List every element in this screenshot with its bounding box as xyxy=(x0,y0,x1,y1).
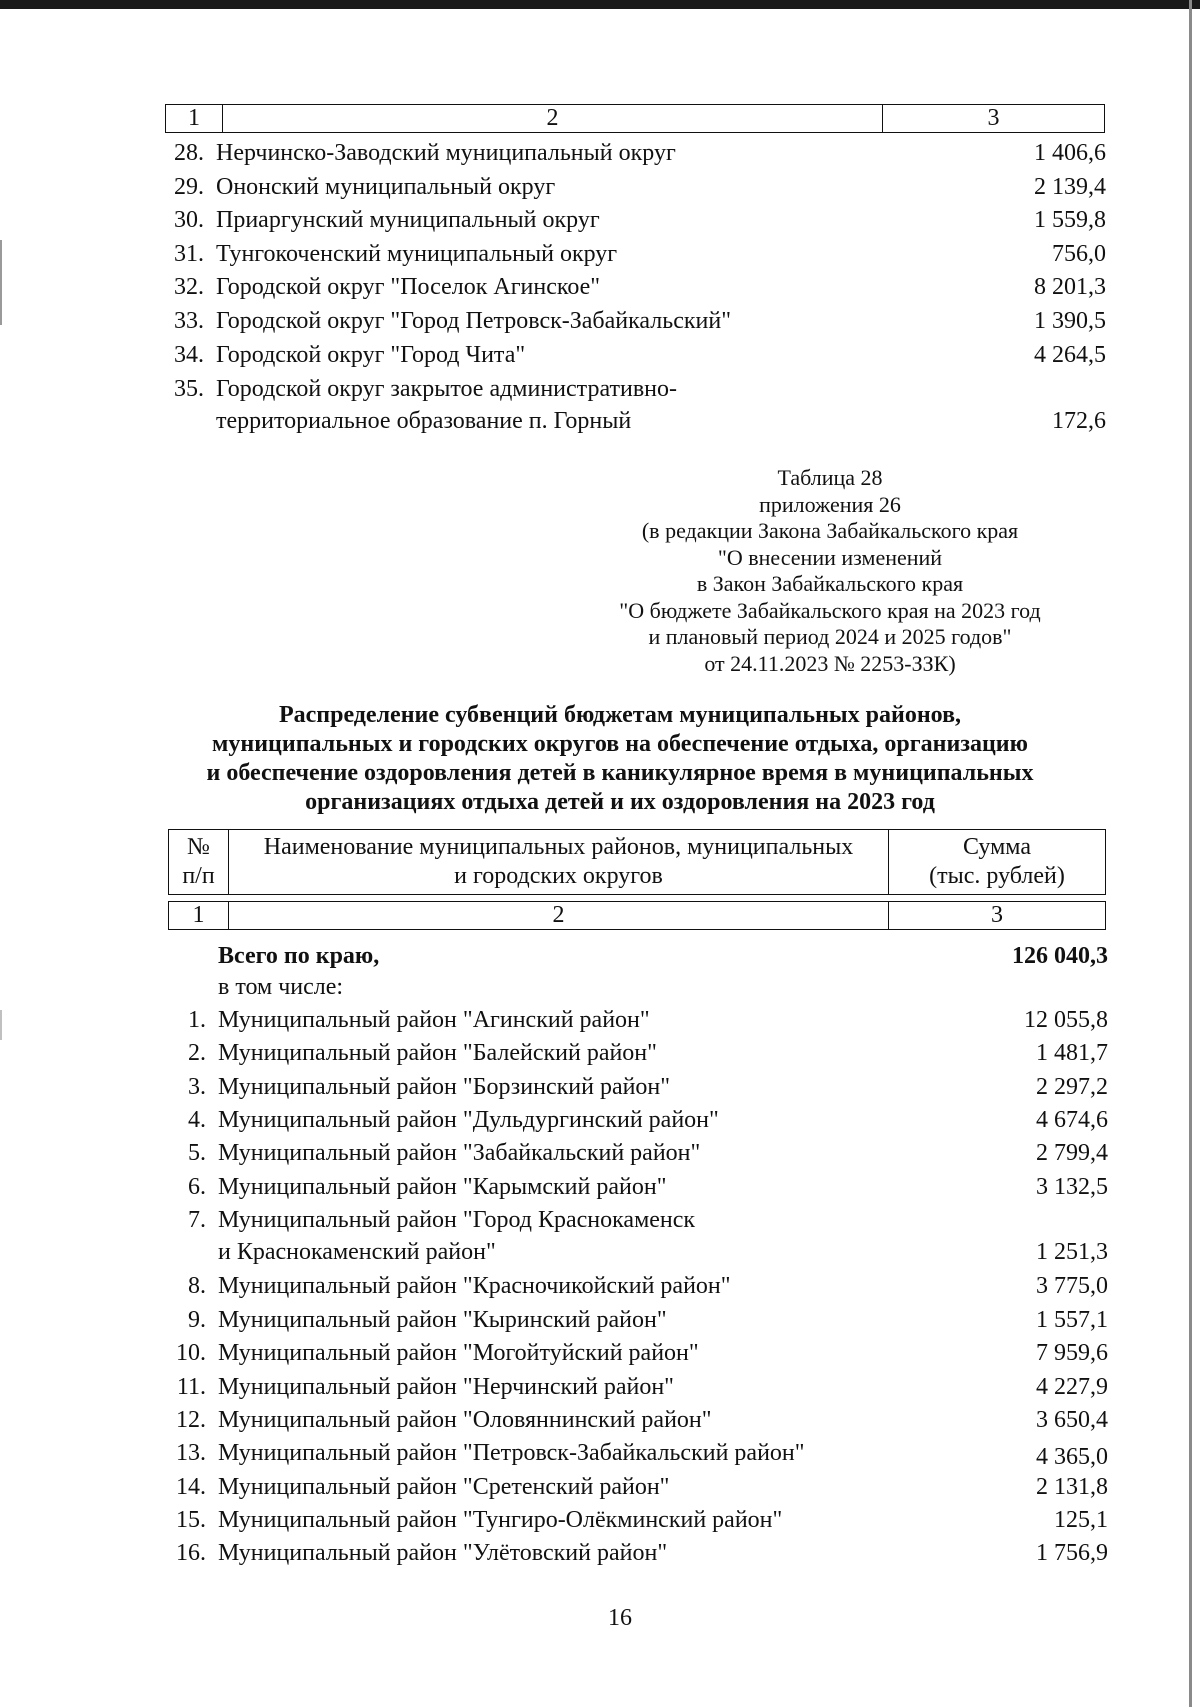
table-row xyxy=(166,271,1106,304)
table-header xyxy=(168,829,1106,895)
row-name: Муниципальный район "Город Краснокаменск xyxy=(218,1207,696,1233)
row-value: 7 959,6 xyxy=(1036,1340,1108,1366)
row-value: 4 264,5 xyxy=(1034,342,1106,368)
table-row-continuation xyxy=(168,1236,1108,1269)
header-col-3: 3 xyxy=(987,105,1000,131)
row-name: территориальное образование п. Горный xyxy=(216,408,632,434)
table-row xyxy=(168,1337,1108,1370)
page-number: 16 xyxy=(608,1605,632,1631)
row-name: Городской округ "Город Петровск-Забайкальский" xyxy=(216,308,732,334)
row-name: Муниципальный район "Могойтуйский район" xyxy=(218,1340,699,1366)
table-row xyxy=(168,1270,1108,1303)
row-number: 32. xyxy=(174,274,204,300)
row-value: 8 201,3 xyxy=(1034,274,1106,300)
row-value: 2 297,2 xyxy=(1036,1074,1108,1100)
row-value: 3 775,0 xyxy=(1036,1273,1108,1299)
row-name: Городской округ "Город Чита" xyxy=(216,342,526,368)
row-value: 3 132,5 xyxy=(1036,1174,1108,1200)
row-number: 14. xyxy=(176,1474,206,1500)
header-sum-col xyxy=(889,830,1105,894)
header-text: п/п xyxy=(182,863,215,889)
row-name: Муниципальный район "Карымский район" xyxy=(218,1174,667,1200)
header-text: № xyxy=(187,834,210,860)
row-number: 8. xyxy=(188,1273,206,1299)
table-row xyxy=(168,1104,1108,1137)
header-text: (тыс. рублей) xyxy=(929,863,1065,889)
row-name: Муниципальный район "Агинский район" xyxy=(218,1007,650,1033)
scan-edge-mark xyxy=(0,1010,2,1040)
subtotal-label: в том числе: xyxy=(218,974,344,1000)
row-name: Муниципальный район "Дульдургинский район" xyxy=(218,1107,719,1133)
table-row xyxy=(166,373,1106,406)
table-row xyxy=(168,1437,1108,1470)
header-col-2: 2 xyxy=(229,902,889,929)
row-number: 6. xyxy=(188,1174,206,1200)
row-name: Муниципальный район "Балейский район" xyxy=(218,1040,657,1066)
row-name: Приаргунский муниципальный округ xyxy=(216,207,600,233)
row-name: Муниципальный район "Оловяннинский район" xyxy=(218,1407,712,1433)
row-number: 33. xyxy=(174,308,204,334)
header-name-col xyxy=(229,830,889,894)
row-name: Тунгокоченский муниципальный округ xyxy=(216,241,618,267)
header-number-col xyxy=(169,830,229,894)
table-row xyxy=(166,137,1106,170)
continuation-header xyxy=(165,104,1105,133)
row-name: Муниципальный район "Красночикойский район" xyxy=(218,1273,731,1299)
row-number: 16. xyxy=(176,1540,206,1566)
row-number: 2. xyxy=(188,1040,206,1066)
table-row xyxy=(166,171,1106,204)
title-line: муниципальных и городских округов на обеспечение отдыха, организацию xyxy=(212,731,1028,757)
row-name: Ононский муниципальный округ xyxy=(216,174,556,200)
row-name: Городской округ "Поселок Агинское" xyxy=(216,274,601,300)
header-text: и городских округов xyxy=(454,863,663,889)
row-name: Муниципальный район "Забайкальский район" xyxy=(218,1140,701,1166)
row-name: Муниципальный район "Сретенский район" xyxy=(218,1474,670,1500)
table-row xyxy=(166,238,1106,271)
caption-line: "О внесении изменений xyxy=(717,544,943,570)
table-row xyxy=(168,1537,1108,1570)
table-row xyxy=(168,1471,1108,1504)
row-name: Муниципальный район "Борзинский район" xyxy=(218,1074,671,1100)
table-row-continuation xyxy=(166,405,1106,438)
row-value: 1 756,9 xyxy=(1036,1540,1108,1566)
table-row xyxy=(168,1371,1108,1404)
row-number: 29. xyxy=(174,174,204,200)
header-col-3: 3 xyxy=(991,902,1003,928)
header-col-1: 1 xyxy=(166,105,223,132)
title-line: и обеспечение оздоровления детей в каникулярное время в муниципальных xyxy=(206,760,1034,786)
row-number: 11. xyxy=(176,1374,206,1400)
row-value: 1 481,7 xyxy=(1036,1040,1108,1066)
row-value: 1 251,3 xyxy=(1036,1239,1108,1265)
table-row xyxy=(168,1404,1108,1437)
row-value: 2 131,8 xyxy=(1036,1474,1108,1500)
row-number: 35. xyxy=(174,376,204,402)
caption-line: Таблица 28 xyxy=(777,465,883,490)
row-number: 31. xyxy=(174,241,204,267)
row-number: 13. xyxy=(176,1440,206,1466)
caption-line: в Закон Забайкальского края xyxy=(696,571,964,596)
row-number: 10. xyxy=(176,1340,206,1366)
row-number: 12. xyxy=(176,1407,206,1433)
table-row xyxy=(166,339,1106,372)
subtotal-note xyxy=(168,971,1108,1004)
row-name: Муниципальный район "Улётовский район" xyxy=(218,1540,668,1566)
header-text: Наименование муниципальных районов, муниципальных xyxy=(263,834,854,860)
row-value: 4 674,6 xyxy=(1036,1107,1108,1133)
table-caption xyxy=(560,465,1100,677)
row-value: 3 650,4 xyxy=(1036,1407,1108,1433)
row-value: 172,6 xyxy=(1052,408,1106,434)
scan-border-right xyxy=(1189,0,1192,1707)
row-value: 1 406,6 xyxy=(1034,140,1106,166)
row-value: 12 055,8 xyxy=(1024,1007,1108,1033)
row-number: 3. xyxy=(188,1074,206,1100)
title-line: Распределение субвенций бюджетам муниципальных районов, xyxy=(278,702,962,728)
row-number: 4. xyxy=(188,1107,206,1133)
table-row xyxy=(168,1304,1108,1337)
caption-line: "О бюджете Забайкальского края на 2023 год xyxy=(619,597,1041,623)
caption-line: от 24.11.2023 № 2253-ЗЗК) xyxy=(704,650,956,676)
column-number-header xyxy=(168,901,1106,930)
table-row xyxy=(168,1037,1108,1070)
total-label: Всего по краю, xyxy=(218,943,380,969)
total-row xyxy=(168,940,1108,973)
table-row xyxy=(168,1204,1108,1237)
table-row xyxy=(168,1071,1108,1104)
row-value: 1 559,8 xyxy=(1034,207,1106,233)
scan-border-top xyxy=(0,0,1200,9)
table-row xyxy=(166,305,1106,338)
row-name: Муниципальный район "Кыринский район" xyxy=(218,1307,667,1333)
row-value: 2 799,4 xyxy=(1036,1140,1108,1166)
scan-edge-mark xyxy=(0,240,2,325)
table-row xyxy=(168,1171,1108,1204)
total-value: 126 040,3 xyxy=(1012,943,1108,969)
header-text: Сумма xyxy=(963,834,1031,860)
table-row xyxy=(168,1504,1108,1537)
row-value: 756,0 xyxy=(1052,241,1106,267)
row-value: 2 139,4 xyxy=(1034,174,1106,200)
table-row xyxy=(166,204,1106,237)
table-row xyxy=(168,1004,1108,1037)
row-name: Городской округ закрытое административно- xyxy=(216,376,677,402)
row-value: 4 365,0 xyxy=(1036,1444,1108,1470)
row-number: 34. xyxy=(174,342,204,368)
caption-line: приложения 26 xyxy=(759,491,901,517)
title-line: организациях отдыха детей и их оздоровления на 2023 год xyxy=(305,789,935,815)
row-value: 4 227,9 xyxy=(1036,1374,1108,1400)
header-col-1: 1 xyxy=(169,902,229,929)
row-value: 1 390,5 xyxy=(1034,308,1106,334)
row-number: 1. xyxy=(188,1007,206,1033)
caption-line: и плановый период 2024 и 2025 годов" xyxy=(648,624,1012,649)
row-value: 1 557,1 xyxy=(1036,1307,1108,1333)
row-number: 28. xyxy=(174,140,204,166)
table-row xyxy=(168,1137,1108,1170)
row-number: 5. xyxy=(188,1140,206,1166)
row-name: Муниципальный район "Петровск-Забайкальский район" xyxy=(218,1440,805,1466)
header-col-2: 2 xyxy=(223,105,883,132)
caption-line: (в редакции Закона Забайкальского края xyxy=(641,518,1019,543)
row-name: Муниципальный район "Тунгиро-Олёкминский район" xyxy=(218,1507,783,1533)
row-value: 125,1 xyxy=(1054,1507,1108,1533)
row-name: и Краснокаменский район" xyxy=(218,1239,496,1265)
document-title xyxy=(140,701,1100,817)
row-number: 7. xyxy=(188,1207,206,1233)
row-name: Нерчинско-Заводский муниципальный округ xyxy=(216,140,676,166)
row-number: 30. xyxy=(174,207,204,233)
row-number: 15. xyxy=(176,1507,206,1533)
row-name: Муниципальный район "Нерчинский район" xyxy=(218,1374,674,1400)
row-number: 9. xyxy=(188,1307,206,1333)
